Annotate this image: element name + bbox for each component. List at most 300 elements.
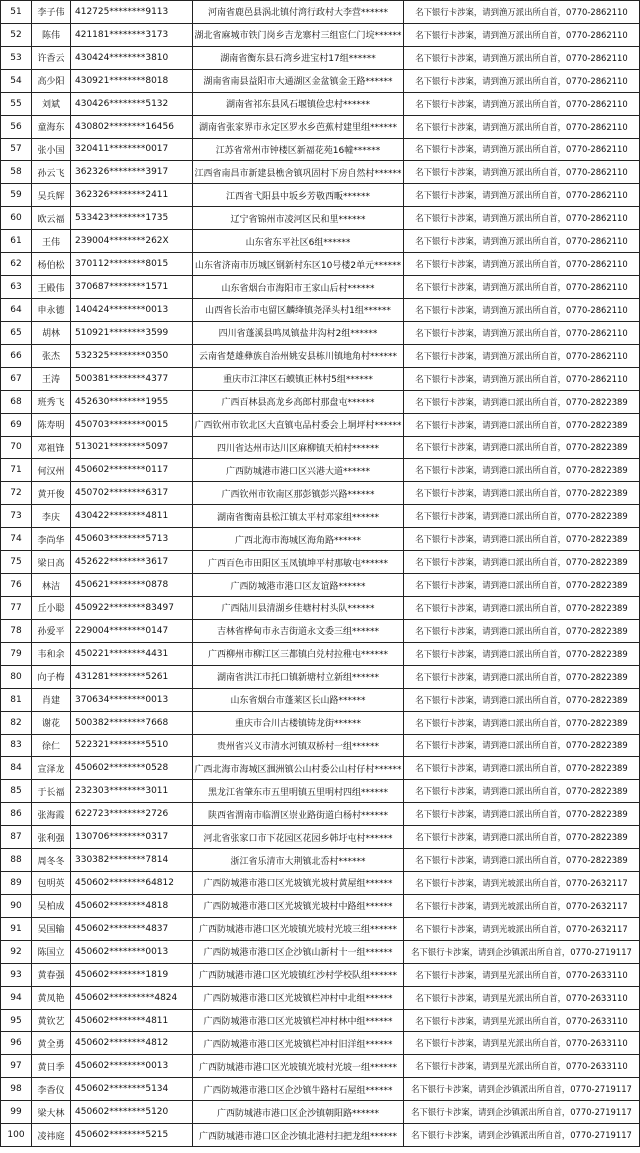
person-name: 王涛 xyxy=(32,367,71,390)
id-number: 232303********3011 xyxy=(71,780,193,803)
person-name: 孙爱平 xyxy=(32,619,71,642)
notice: 名下银行卡涉案，请到企沙镇派出所自首，0770-2719117 xyxy=(404,1124,640,1147)
row-number: 78 xyxy=(1,619,32,642)
address: 广西防城港市港口区光坡镇光坡村光坡三组****** xyxy=(193,917,404,940)
id-number: 532325********0350 xyxy=(71,344,193,367)
table-row xyxy=(1,986,640,1009)
table-row xyxy=(1,642,640,665)
id-number: 522321********5510 xyxy=(71,734,193,757)
notice: 名下银行卡涉案，请到渔万派出所自首，0770-2862110 xyxy=(404,184,640,207)
table-row xyxy=(1,917,640,940)
notice: 名下银行卡涉案，请到渔万派出所自首，0770-2862110 xyxy=(404,46,640,69)
row-number: 77 xyxy=(1,596,32,619)
notice: 名下银行卡涉案，请到渔万派出所自首，0770-2862110 xyxy=(404,207,640,230)
id-number: 450602********4811 xyxy=(71,1009,193,1032)
row-number: 63 xyxy=(1,276,32,299)
id-number: 450602********0013 xyxy=(71,940,193,963)
person-name: 向子梅 xyxy=(32,665,71,688)
address: 重庆市合川古楼镇铸龙街****** xyxy=(193,711,404,734)
row-number: 83 xyxy=(1,734,32,757)
notice: 名下银行卡涉案，请到港口派出所自首，0770-2822389 xyxy=(404,711,640,734)
address: 广西防城港市港口区光坡镇光坡村中路组****** xyxy=(193,894,404,917)
person-name: 童海东 xyxy=(32,115,71,138)
address: 江西省弋阳县中坂乡芳敬西畈****** xyxy=(193,184,404,207)
row-number: 95 xyxy=(1,1009,32,1032)
table-row xyxy=(1,757,640,780)
row-number: 87 xyxy=(1,826,32,849)
id-number: 412725********9113 xyxy=(71,1,193,24)
row-number: 55 xyxy=(1,92,32,115)
id-number: 450221********4431 xyxy=(71,642,193,665)
address: 重庆市江津区石蟆镇正林村5组****** xyxy=(193,367,404,390)
table-row xyxy=(1,619,640,642)
address: 湖南省衡东县石湾乡进宝村17组****** xyxy=(193,46,404,69)
notice: 名下银行卡涉案，请到港口派出所自首，0770-2822389 xyxy=(404,803,640,826)
person-name: 宣泽龙 xyxy=(32,757,71,780)
table-row xyxy=(1,1055,640,1078)
table-row xyxy=(1,23,640,46)
notice: 名下银行卡涉案，请到渔万派出所自首，0770-2862110 xyxy=(404,298,640,321)
address: 广西防城港市港口区友谊路****** xyxy=(193,574,404,597)
address: 广西防城港市港口区企沙镇朝阳路****** xyxy=(193,1101,404,1124)
table-row xyxy=(1,321,640,344)
address: 湖南省洪江市托口镇新塘村立新组****** xyxy=(193,665,404,688)
notice: 名下银行卡涉案，请到港口派出所自首，0770-2822389 xyxy=(404,574,640,597)
id-number: 229004********0147 xyxy=(71,619,193,642)
row-number: 66 xyxy=(1,344,32,367)
person-name: 丘小聪 xyxy=(32,596,71,619)
person-name: 陈寿明 xyxy=(32,413,71,436)
row-number: 58 xyxy=(1,161,32,184)
table-row xyxy=(1,963,640,986)
notice: 名下银行卡涉案，请到渔万派出所自首，0770-2862110 xyxy=(404,253,640,276)
id-number: 513021********5097 xyxy=(71,436,193,459)
id-number: 450602********0013 xyxy=(71,1055,193,1078)
notice: 名下银行卡涉案，请到星光派出所自首，0770-2633110 xyxy=(404,1032,640,1055)
notice: 名下银行卡涉案，请到渔万派出所自首，0770-2862110 xyxy=(404,344,640,367)
row-number: 89 xyxy=(1,872,32,895)
row-number: 75 xyxy=(1,551,32,574)
address: 广西防城港市港口区企沙镇北港村扫把龙组****** xyxy=(193,1124,404,1147)
person-name: 杨伯松 xyxy=(32,253,71,276)
table-row xyxy=(1,1009,640,1032)
row-number: 65 xyxy=(1,321,32,344)
id-number: 431281********5261 xyxy=(71,665,193,688)
table-row xyxy=(1,826,640,849)
person-name: 林洁 xyxy=(32,574,71,597)
table-row xyxy=(1,734,640,757)
person-name: 于长福 xyxy=(32,780,71,803)
table-row xyxy=(1,69,640,92)
notice: 名下银行卡涉案，请到企沙镇派出所自首，0770-2719117 xyxy=(404,940,640,963)
person-name: 韦和余 xyxy=(32,642,71,665)
person-name: 梁日高 xyxy=(32,551,71,574)
table-body xyxy=(1,1,640,1147)
person-name: 孙云飞 xyxy=(32,161,71,184)
table-row xyxy=(1,207,640,230)
person-name: 徐仁 xyxy=(32,734,71,757)
id-number: 450603********5713 xyxy=(71,528,193,551)
row-number: 97 xyxy=(1,1055,32,1078)
person-name: 李尚华 xyxy=(32,528,71,551)
id-number: 370687********1571 xyxy=(71,276,193,299)
address: 广西钦州市钦南区那彭镇彭兴路****** xyxy=(193,482,404,505)
notice: 名下银行卡涉案，请到港口派出所自首，0770-2822389 xyxy=(404,482,640,505)
row-number: 69 xyxy=(1,413,32,436)
person-name: 黄钦艺 xyxy=(32,1009,71,1032)
id-number: 622723********2726 xyxy=(71,803,193,826)
notice: 名下银行卡涉案，请到星光派出所自首，0770-2633110 xyxy=(404,1055,640,1078)
row-number: 93 xyxy=(1,963,32,986)
address: 湖北省麻城市铁门岗乡吉龙寨村三组宦仁门垸****** xyxy=(193,23,404,46)
address: 山西省长治市屯留区麟绛镇尧泽头村1组****** xyxy=(193,298,404,321)
person-name: 邓祖锋 xyxy=(32,436,71,459)
row-number: 79 xyxy=(1,642,32,665)
table-row xyxy=(1,803,640,826)
table-row xyxy=(1,390,640,413)
table-row xyxy=(1,940,640,963)
row-number: 76 xyxy=(1,574,32,597)
person-name: 李香仪 xyxy=(32,1078,71,1101)
id-number: 450602********5215 xyxy=(71,1124,193,1147)
row-number: 56 xyxy=(1,115,32,138)
id-number: 140424********0013 xyxy=(71,298,193,321)
person-name: 许香云 xyxy=(32,46,71,69)
id-number: 421181********3173 xyxy=(71,23,193,46)
notice: 名下银行卡涉案，请到港口派出所自首，0770-2822389 xyxy=(404,757,640,780)
person-name: 班秀飞 xyxy=(32,390,71,413)
person-name: 凌祎庭 xyxy=(32,1124,71,1147)
table-row xyxy=(1,665,640,688)
person-name: 肖建 xyxy=(32,688,71,711)
table-row xyxy=(1,115,640,138)
address: 广西钦州市钦北区大直镇屯品村委会上垌坪村****** xyxy=(193,413,404,436)
notice: 名下银行卡涉案，请到港口派出所自首，0770-2822389 xyxy=(404,642,640,665)
address: 广西北海市海城区涠洲镇公山村委公山村仔村****** xyxy=(193,757,404,780)
id-number: 533423********1735 xyxy=(71,207,193,230)
notice: 名下银行卡涉案，请到港口派出所自首，0770-2822389 xyxy=(404,413,640,436)
id-number: 450602********1819 xyxy=(71,963,193,986)
row-number: 90 xyxy=(1,894,32,917)
person-name: 申永德 xyxy=(32,298,71,321)
row-number: 57 xyxy=(1,138,32,161)
table-row xyxy=(1,276,640,299)
row-number: 51 xyxy=(1,1,32,24)
address: 广西防城港市港口区企沙镇山新村十一组****** xyxy=(193,940,404,963)
id-number: 370112********8015 xyxy=(71,253,193,276)
id-number: 450602********0117 xyxy=(71,459,193,482)
person-name: 包明英 xyxy=(32,872,71,895)
row-number: 59 xyxy=(1,184,32,207)
address: 四川省达州市达川区麻柳镇天柏村****** xyxy=(193,436,404,459)
person-name: 黄春强 xyxy=(32,963,71,986)
table-row xyxy=(1,1,640,24)
address: 云南省楚雄彝族自治州姚安县栋川镇地角村****** xyxy=(193,344,404,367)
address: 广西防城港市港口区光坡镇栏冲村旧洋组****** xyxy=(193,1032,404,1055)
table-row xyxy=(1,367,640,390)
notice: 名下银行卡涉案，请到渔万派出所自首，0770-2862110 xyxy=(404,115,640,138)
notice: 名下银行卡涉案，请到光坡派出所自首，0770-2632117 xyxy=(404,894,640,917)
notice: 名下银行卡涉案，请到星光派出所自首，0770-2633110 xyxy=(404,986,640,1009)
row-number: 53 xyxy=(1,46,32,69)
table-row xyxy=(1,1101,640,1124)
row-number: 91 xyxy=(1,917,32,940)
address: 浙江省乐清市大荆镇北岙村****** xyxy=(193,849,404,872)
notice: 名下银行卡涉案，请到渔万派出所自首，0770-2862110 xyxy=(404,92,640,115)
address: 辽宁省锦州市凌河区民和里****** xyxy=(193,207,404,230)
address: 广西百林县高龙乡高郎村那盘屯****** xyxy=(193,390,404,413)
row-number: 64 xyxy=(1,298,32,321)
table-row xyxy=(1,596,640,619)
person-name: 梁大林 xyxy=(32,1101,71,1124)
id-number: 450702********6317 xyxy=(71,482,193,505)
person-name: 王伟 xyxy=(32,230,71,253)
table-row xyxy=(1,482,640,505)
table-row xyxy=(1,711,640,734)
table-row xyxy=(1,1078,640,1101)
row-number: 68 xyxy=(1,390,32,413)
id-number: 500381********4377 xyxy=(71,367,193,390)
person-name: 欧云福 xyxy=(32,207,71,230)
person-name: 周冬冬 xyxy=(32,849,71,872)
person-name: 张海霞 xyxy=(32,803,71,826)
table-row xyxy=(1,161,640,184)
address: 山东省东平社区6组****** xyxy=(193,230,404,253)
id-number: 510921********3599 xyxy=(71,321,193,344)
person-name: 高少阳 xyxy=(32,69,71,92)
id-number: 239004********262X xyxy=(71,230,193,253)
address: 四川省蓬溪县鸣凤镇盐井沟村2组****** xyxy=(193,321,404,344)
table-row xyxy=(1,230,640,253)
address: 广西防城港市港口区光坡镇栏冲村林中组****** xyxy=(193,1009,404,1032)
notice: 名下银行卡涉案，请到光坡派出所自首，0770-2632117 xyxy=(404,917,640,940)
row-number: 61 xyxy=(1,230,32,253)
person-name: 张利强 xyxy=(32,826,71,849)
address: 广西防城港市港口区兴港大道****** xyxy=(193,459,404,482)
address: 广西北海市海城区海角路****** xyxy=(193,528,404,551)
table-row xyxy=(1,138,640,161)
row-number: 99 xyxy=(1,1101,32,1124)
id-number: 430422********4811 xyxy=(71,505,193,528)
row-number: 73 xyxy=(1,505,32,528)
address: 吉林省桦甸市永吉街道永文委三组****** xyxy=(193,619,404,642)
row-number: 82 xyxy=(1,711,32,734)
table-row xyxy=(1,505,640,528)
row-number: 52 xyxy=(1,23,32,46)
table-row xyxy=(1,46,640,69)
notice: 名下银行卡涉案，请到港口派出所自首，0770-2822389 xyxy=(404,780,640,803)
table-row xyxy=(1,849,640,872)
id-number: 130706********0317 xyxy=(71,826,193,849)
row-number: 67 xyxy=(1,367,32,390)
row-number: 86 xyxy=(1,803,32,826)
id-number: 450602********5134 xyxy=(71,1078,193,1101)
id-number: 450602********4812 xyxy=(71,1032,193,1055)
address: 广西防城港市港口区光坡镇光坡村光坡一组****** xyxy=(193,1055,404,1078)
table-row xyxy=(1,344,640,367)
notice: 名下银行卡涉案，请到渔万派出所自首，0770-2862110 xyxy=(404,138,640,161)
id-number: 450602********0528 xyxy=(71,757,193,780)
person-name: 吴兵辉 xyxy=(32,184,71,207)
notice: 名下银行卡涉案，请到港口派出所自首，0770-2822389 xyxy=(404,551,640,574)
row-number: 92 xyxy=(1,940,32,963)
notice: 名下银行卡涉案，请到企沙镇派出所自首，0770-2719117 xyxy=(404,1101,640,1124)
notice: 名下银行卡涉案，请到港口派出所自首，0770-2822389 xyxy=(404,826,640,849)
notice: 名下银行卡涉案，请到渔万派出所自首，0770-2862110 xyxy=(404,69,640,92)
table-row xyxy=(1,92,640,115)
table-row xyxy=(1,298,640,321)
id-number: 330382********7814 xyxy=(71,849,193,872)
address: 广西陆川县清湖乡佳塘村村头队****** xyxy=(193,596,404,619)
person-name: 刘斌 xyxy=(32,92,71,115)
id-number: 450621********0878 xyxy=(71,574,193,597)
table-row xyxy=(1,253,640,276)
notice: 名下银行卡涉案，请到港口派出所自首，0770-2822389 xyxy=(404,734,640,757)
address: 贵州省兴义市清水河镇双桥村一组****** xyxy=(193,734,404,757)
address: 江苏省常州市钟楼区新福花苑16幢****** xyxy=(193,138,404,161)
person-name: 陈伟 xyxy=(32,23,71,46)
notice: 名下银行卡涉案，请到星光派出所自首，0770-2633110 xyxy=(404,963,640,986)
id-number: 370634********0013 xyxy=(71,688,193,711)
person-name: 吴国输 xyxy=(32,917,71,940)
notice: 名下银行卡涉案，请到港口派出所自首，0770-2822389 xyxy=(404,665,640,688)
table-row xyxy=(1,1124,640,1147)
address: 广西柳州市柳江区三都镇白兑村拉稚屯****** xyxy=(193,642,404,665)
notice: 名下银行卡涉案，请到港口派出所自首，0770-2822389 xyxy=(404,688,640,711)
id-number: 320411********0017 xyxy=(71,138,193,161)
id-number: 430921********8018 xyxy=(71,69,193,92)
notice: 名下银行卡涉案，请到港口派出所自首，0770-2822389 xyxy=(404,849,640,872)
row-number: 96 xyxy=(1,1032,32,1055)
address: 江西省南昌市新建县樵舍镇巩固村下房自然村****** xyxy=(193,161,404,184)
address: 广西防城港市港口区光坡镇红沙村学校队组****** xyxy=(193,963,404,986)
id-number: 450602********4837 xyxy=(71,917,193,940)
person-name: 黄日季 xyxy=(32,1055,71,1078)
table-row xyxy=(1,780,640,803)
address: 黑龙江省肇东市五里明镇五里明村四组****** xyxy=(193,780,404,803)
row-number: 88 xyxy=(1,849,32,872)
table-row xyxy=(1,872,640,895)
person-name: 张杰 xyxy=(32,344,71,367)
notice: 名下银行卡涉案，请到渔万派出所自首，0770-2862110 xyxy=(404,1,640,24)
address: 山东省烟台市蓬莱区长山路****** xyxy=(193,688,404,711)
person-name: 黄凤艳 xyxy=(32,986,71,1009)
address: 湖南省张家界市永定区罗水乡芭蕉村建里组****** xyxy=(193,115,404,138)
notice: 名下银行卡涉案，请到渔万派出所自首，0770-2862110 xyxy=(404,230,640,253)
person-name: 吴柏成 xyxy=(32,894,71,917)
table-row xyxy=(1,459,640,482)
table-row xyxy=(1,413,640,436)
address: 广西防城港市港口区光坡镇光坡村黄屋组****** xyxy=(193,872,404,895)
table-row xyxy=(1,1032,640,1055)
id-number: 450602**********4824 xyxy=(71,986,193,1009)
address: 广西防城港市港口区光坡镇栏冲村中北组****** xyxy=(193,986,404,1009)
id-number: 450602********5120 xyxy=(71,1101,193,1124)
address: 湖南省南县益阳市大通湖区金盆镇金王路****** xyxy=(193,69,404,92)
notice: 名下银行卡涉案，请到星光派出所自首，0770-2633110 xyxy=(404,1009,640,1032)
row-number: 62 xyxy=(1,253,32,276)
notice: 名下银行卡涉案，请到港口派出所自首，0770-2822389 xyxy=(404,505,640,528)
person-name: 陈国立 xyxy=(32,940,71,963)
id-number: 362326********2411 xyxy=(71,184,193,207)
id-number: 450602********64812 xyxy=(71,872,193,895)
row-number: 81 xyxy=(1,688,32,711)
id-number: 452622********3617 xyxy=(71,551,193,574)
notice: 名下银行卡涉案，请到渔万派出所自首，0770-2862110 xyxy=(404,23,640,46)
row-number: 74 xyxy=(1,528,32,551)
id-number: 452630********1955 xyxy=(71,390,193,413)
table-row xyxy=(1,688,640,711)
address: 湖南省祁东县风石堰镇俭忠村****** xyxy=(193,92,404,115)
person-name: 黄开俊 xyxy=(32,482,71,505)
id-number: 362326********3917 xyxy=(71,161,193,184)
notice: 名下银行卡涉案，请到港口派出所自首，0770-2822389 xyxy=(404,528,640,551)
person-name: 谢花 xyxy=(32,711,71,734)
row-number: 80 xyxy=(1,665,32,688)
table-row xyxy=(1,894,640,917)
id-number: 430426********5132 xyxy=(71,92,193,115)
address: 河南省鹿邑县涡北镇付湾行政村大李营****** xyxy=(193,1,404,24)
row-number: 85 xyxy=(1,780,32,803)
table-row xyxy=(1,574,640,597)
table-row xyxy=(1,551,640,574)
table-row xyxy=(1,528,640,551)
notice: 名下银行卡涉案，请到渔万派出所自首，0770-2862110 xyxy=(404,161,640,184)
id-number: 450703********0015 xyxy=(71,413,193,436)
address: 广西百色市田阳区玉凤镇坤平村那敏屯****** xyxy=(193,551,404,574)
table-row xyxy=(1,436,640,459)
row-number: 94 xyxy=(1,986,32,1009)
person-name: 何汉州 xyxy=(32,459,71,482)
row-number: 100 xyxy=(1,1124,32,1147)
id-number: 430424********3810 xyxy=(71,46,193,69)
notice: 名下银行卡涉案，请到港口派出所自首，0770-2822389 xyxy=(404,619,640,642)
notice: 名下银行卡涉案，请到企沙镇派出所自首，0770-2719117 xyxy=(404,1078,640,1101)
address: 湖南省衡南县松江镇太平村邓家组****** xyxy=(193,505,404,528)
row-number: 72 xyxy=(1,482,32,505)
row-number: 98 xyxy=(1,1078,32,1101)
notice: 名下银行卡涉案，请到港口派出所自首，0770-2822389 xyxy=(404,596,640,619)
address: 山东省济南市历城区钢新村东区10号楼2单元****** xyxy=(193,253,404,276)
row-number: 84 xyxy=(1,757,32,780)
id-number: 430802********16456 xyxy=(71,115,193,138)
notice: 名下银行卡涉案，请到渔万派出所自首，0770-2862110 xyxy=(404,367,640,390)
person-name: 李庆 xyxy=(32,505,71,528)
notice: 名下银行卡涉案，请到港口派出所自首，0770-2822389 xyxy=(404,390,640,413)
row-number: 71 xyxy=(1,459,32,482)
notice: 名下银行卡涉案，请到渔万派出所自首，0770-2862110 xyxy=(404,321,640,344)
notice: 名下银行卡涉案，请到渔万派出所自首，0770-2862110 xyxy=(404,276,640,299)
id-number: 450602********4818 xyxy=(71,894,193,917)
notice: 名下银行卡涉案，请到港口派出所自首，0770-2822389 xyxy=(404,459,640,482)
notice: 名下银行卡涉案，请到光坡派出所自首，0770-2632117 xyxy=(404,872,640,895)
person-name: 黄全勇 xyxy=(32,1032,71,1055)
person-name: 张小国 xyxy=(32,138,71,161)
address: 山东省烟台市海阳市王家山后村****** xyxy=(193,276,404,299)
id-number: 450922********83497 xyxy=(71,596,193,619)
address: 陕西省渭南市临渭区崇业路街道白杨村****** xyxy=(193,803,404,826)
row-number: 70 xyxy=(1,436,32,459)
notice: 名下银行卡涉案，请到港口派出所自首，0770-2822389 xyxy=(404,436,640,459)
address: 河北省张家口市下花园区花园乡韩圩屯村****** xyxy=(193,826,404,849)
person-name: 王殿伟 xyxy=(32,276,71,299)
id-number: 500382********7668 xyxy=(71,711,193,734)
table-row xyxy=(1,184,640,207)
row-number: 60 xyxy=(1,207,32,230)
person-name: 胡林 xyxy=(32,321,71,344)
person-name: 李子伟 xyxy=(32,1,71,24)
address: 广西防城港市港口区企沙镇牛路村石屋组****** xyxy=(193,1078,404,1101)
